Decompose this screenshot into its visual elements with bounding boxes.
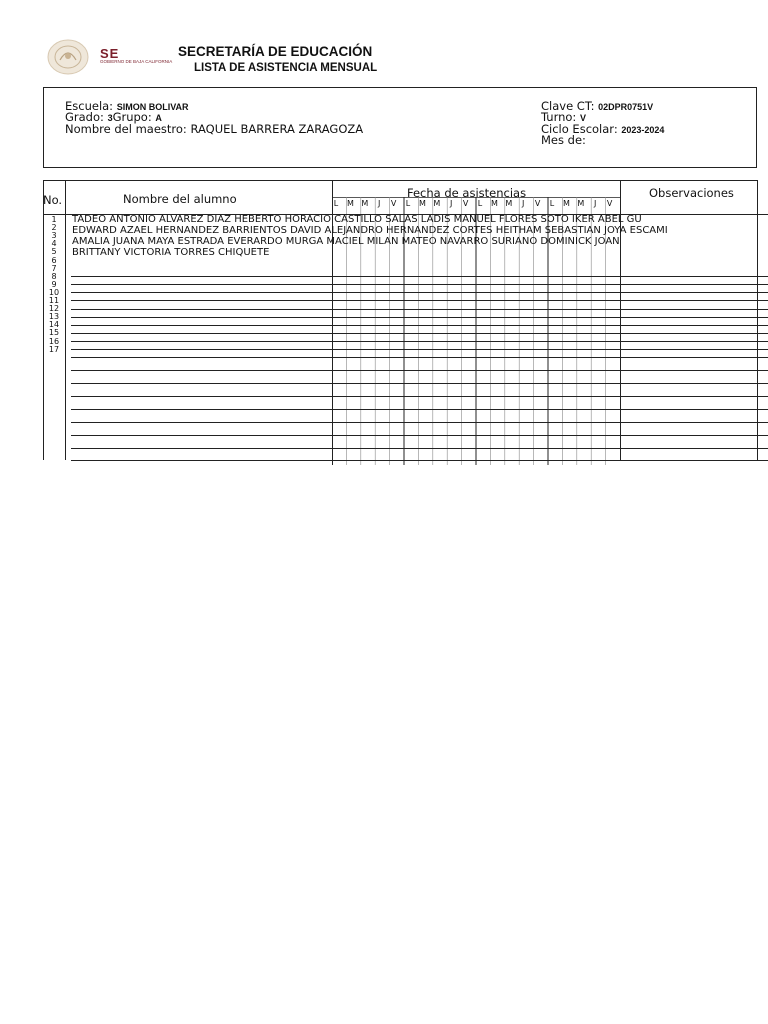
escuela-label: Escuela: [65,99,114,113]
attendance-table [43,180,768,465]
weekday-label: M [505,199,513,208]
student-name-line: BRITTANY VICTORIA TORRES CHIQUETE [72,247,270,258]
grado-label: Grado: [65,110,104,124]
grupo-label: Grupo: [112,110,152,124]
student-name-line: EDWARD AZAEL HERNANDEZ BARRIENTOS DAVID ALEJANDRO HERNANDEZ CORTES HEITHAM SEBASTIAN JOYA ESCAMI [72,225,668,236]
row-number: 7 [51,263,57,273]
student-name-line: AMALIA JUANA MAYA ESTRADA EVERARDO MURGA MACIEL MILAN MATEO NAVARRO SURIANO DOMINICK JOAN [72,236,620,247]
weekday-label: M [433,199,441,208]
column-header-observaciones: Observaciones [649,186,734,200]
column-header-nombre: Nombre del alumno [123,192,237,206]
school-info-box [43,87,757,168]
government-seal-logo [46,38,90,76]
weekday-label: V [534,199,541,208]
brand-mark: SE [100,46,120,61]
weekday-label: M [361,199,369,208]
row-number: 10 [48,287,60,297]
mes-label: Mes de: [541,133,586,147]
weekday-label: J [594,199,597,208]
maestro-value: RAQUEL BARRERA ZARAGOZA [190,122,364,136]
row-number: 13 [48,312,60,322]
row-number: 8 [51,271,57,281]
weekday-label: M [418,199,426,208]
clave-label: Clave CT: [541,99,595,113]
weekday-label: V [606,199,613,208]
weekday-label: M [346,199,354,208]
row-number: 4 [51,239,57,249]
ciclo-value: 2023-2024 [621,125,665,135]
row-number: 1 [51,215,57,224]
grado-value: 3 [107,113,113,123]
maestro-label: Nombre del maestro: [65,122,187,136]
weekday-label: L [405,199,411,208]
weekday-label: M [562,199,570,208]
row-number: 11 [48,296,60,305]
weekday-label: L [477,199,483,208]
document-subtitle: LISTA DE ASISTENCIA MENSUAL [194,62,378,74]
turno-label: Turno: [541,110,577,124]
ciclo-label: Ciclo Escolar: [541,122,618,136]
weekday-label: V [462,199,469,208]
row-number: 16 [48,336,60,346]
document-title: SECRETARÍA DE EDUCACIÓN [178,44,373,59]
weekday-label: V [390,199,397,208]
brand-subtext: GOBIERNO DE BAJA CALIFORNIA [100,59,173,64]
maestro-field [65,123,363,135]
row-number: 15 [48,328,60,338]
column-header-no: No. [43,193,63,207]
clave-value: 02DPR0751V [598,102,654,112]
weekday-label: M [577,199,585,208]
row-number: 6 [51,255,57,265]
weekday-label: J [522,199,525,208]
escuela-value: SIMON BOLIVAR [116,102,189,112]
weekday-label: J [378,199,381,208]
weekday-label: M [490,199,498,208]
row-number: 14 [48,320,60,330]
student-name-line: TADEO ANTONIO ALVAREZ DIAZ HEBERTO HORACIO CASTILLO SALAS LADIS MANUEL FLORES SOTO IKER ABEL GU [72,214,642,225]
mes-field [541,134,586,146]
weekday-label: L [333,199,339,208]
row-number: 9 [51,279,57,289]
grupo-value: A [155,113,162,123]
column-header-fecha: Fecha de asistencias [407,186,527,200]
weekday-label: L [549,199,555,208]
row-number: 5 [51,247,57,257]
turno-value: V [579,113,586,123]
row-number: 2 [51,223,57,233]
weekday-label: J [450,199,453,208]
row-number: 3 [51,231,57,241]
row-number: 12 [48,304,60,314]
row-number: 17 [48,344,60,354]
